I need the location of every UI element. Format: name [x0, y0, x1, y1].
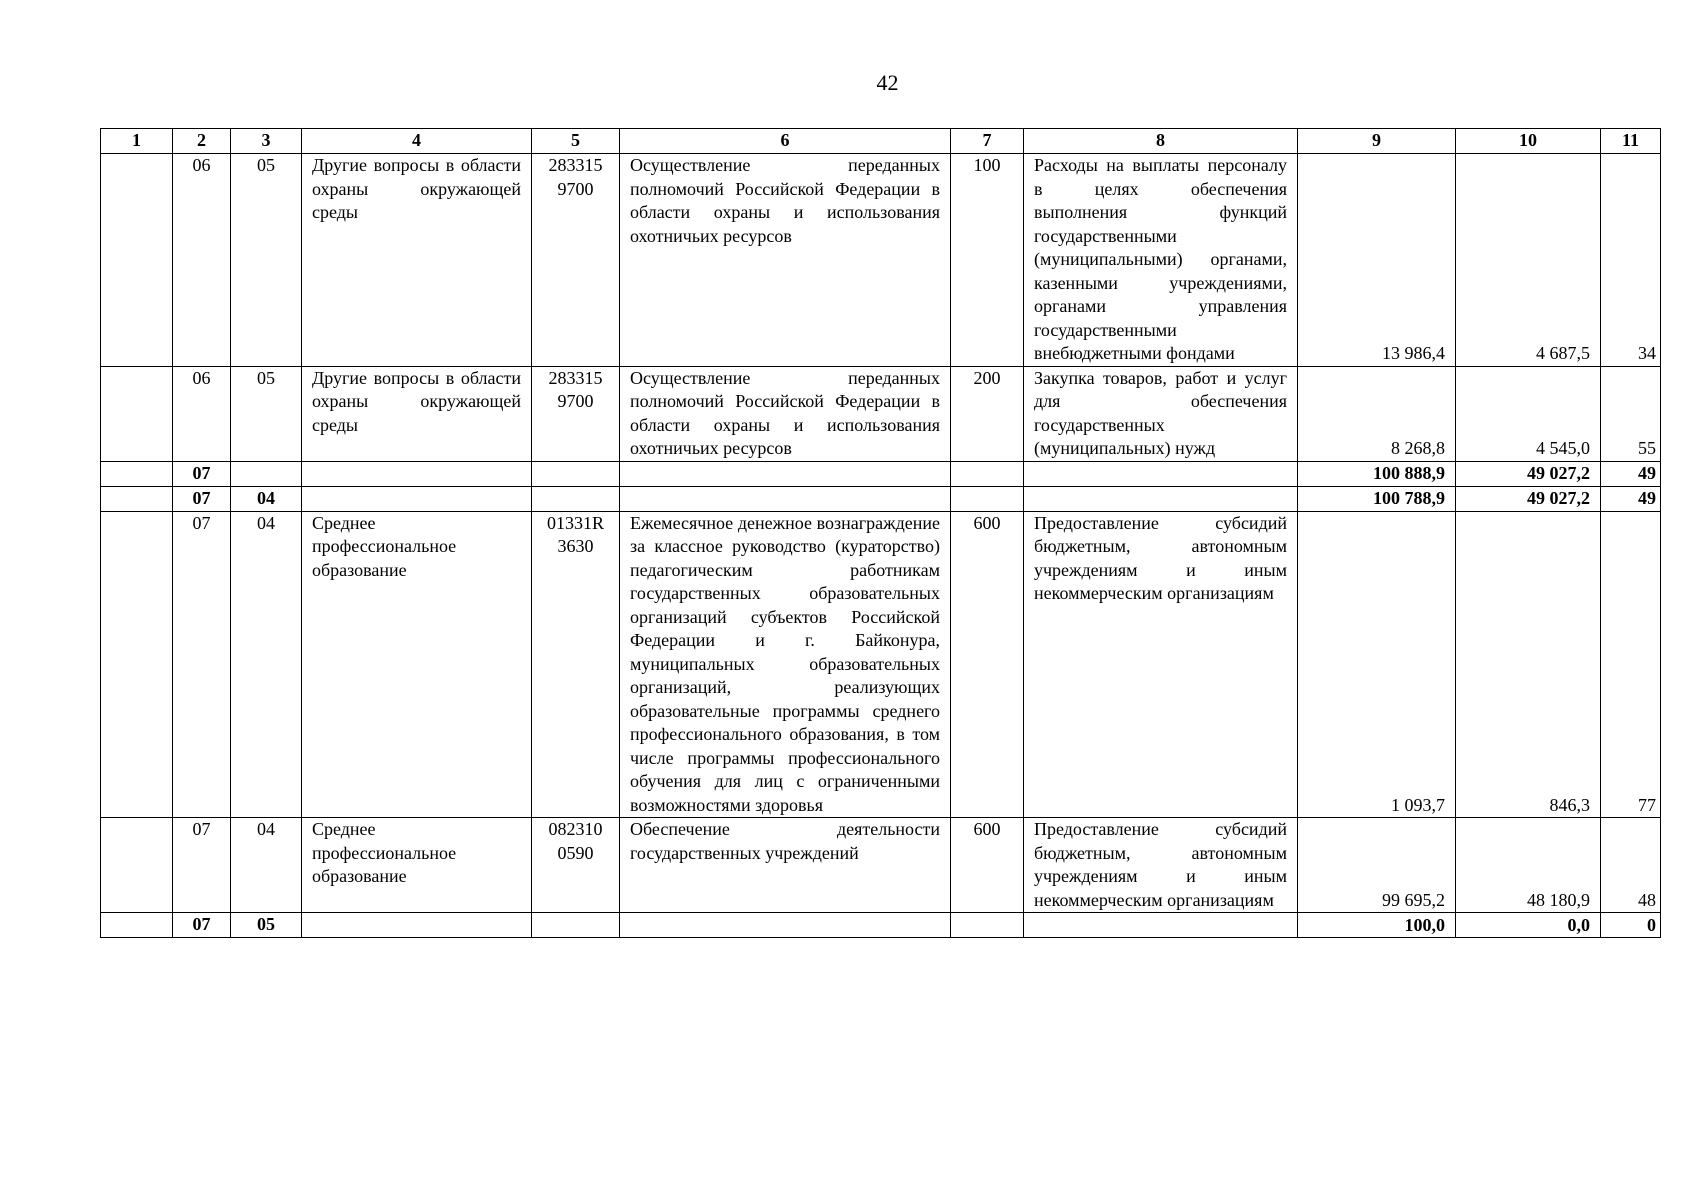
cell-percent: 77: [1601, 511, 1661, 818]
cell-col-1: [101, 486, 173, 511]
table-row: [101, 366, 1661, 461]
cell-plan: 8 268,8: [1298, 366, 1456, 461]
cell-target-name: [620, 913, 951, 938]
cell-subsection: 04: [231, 511, 302, 818]
header-col-6: 6: [620, 129, 951, 154]
cell-percent: 49: [1601, 461, 1661, 486]
cell-actual: 0,0: [1456, 913, 1601, 938]
cell-plan: 100 788,9: [1298, 486, 1456, 511]
cell-expense-code: 200: [951, 366, 1024, 461]
cell-subsection: 04: [231, 818, 302, 913]
header-col-5: 5: [532, 129, 620, 154]
table-row: [101, 818, 1661, 913]
header-col-1: 1: [101, 129, 173, 154]
cell-percent: 49: [1601, 486, 1661, 511]
cell-percent: 0: [1601, 913, 1661, 938]
cell-target-name: Ежемесячное денежное вознаграждение за классное руководство (кураторство) педагогическим работникам государственных образовательных организаций субъектов Российской Федерации и г. Байконура, муниципальных образовательных организаций, реализующих образовательные программы среднего профессионального образования, в том числе программы профессионального обучения для лиц с ограниченными возможностями здоровья: [620, 511, 951, 818]
cell-target-name: Обеспечение деятельности государственных учреждений: [620, 818, 951, 913]
cell-plan: 13 986,4: [1298, 154, 1456, 367]
cell-subsection-name: [302, 486, 532, 511]
cell-section: 07: [173, 486, 231, 511]
cell-target-name: Осуществление переданных полномочий Российской Федерации в области охраны и использования охотничьих ресурсов: [620, 366, 951, 461]
cell-col-1: [101, 366, 173, 461]
cell-expense-code: 600: [951, 511, 1024, 818]
cell-expense-code: [951, 461, 1024, 486]
cell-col-1: [101, 818, 173, 913]
cell-subsection: 05: [231, 366, 302, 461]
header-col-8: 8: [1024, 129, 1298, 154]
cell-subsection-name: Другие вопросы в области охраны окружающей среды: [302, 154, 532, 367]
header-col-4: 4: [302, 129, 532, 154]
cell-expense-code: [951, 486, 1024, 511]
cell-percent: 48: [1601, 818, 1661, 913]
cell-subsection-name: [302, 913, 532, 938]
cell-target-name: [620, 486, 951, 511]
cell-plan: 99 695,2: [1298, 818, 1456, 913]
cell-section: 07: [173, 461, 231, 486]
budget-table: [100, 128, 1661, 938]
cell-target-code: 283315 9700: [532, 366, 620, 461]
table-row: [101, 154, 1661, 367]
cell-col-1: [101, 461, 173, 486]
cell-col-1: [101, 913, 173, 938]
cell-section: 07: [173, 913, 231, 938]
cell-expense-code: 100: [951, 154, 1024, 367]
cell-actual: 48 180,9: [1456, 818, 1601, 913]
cell-target-name: [620, 461, 951, 486]
cell-expense-name: [1024, 913, 1298, 938]
cell-section: 07: [173, 818, 231, 913]
cell-target-code: [532, 913, 620, 938]
page-number: 42: [876, 70, 899, 95]
total-row: [101, 913, 1661, 938]
total-row: [101, 486, 1661, 511]
table-row: [101, 511, 1661, 818]
cell-actual: 49 027,2: [1456, 486, 1601, 511]
cell-actual: 846,3: [1456, 511, 1601, 818]
cell-section: 07: [173, 511, 231, 818]
cell-subsection: 05: [231, 154, 302, 367]
cell-actual: 4 545,0: [1456, 366, 1601, 461]
cell-subsection: 04: [231, 486, 302, 511]
header-col-7: 7: [951, 129, 1024, 154]
cell-expense-name: Предоставление субсидий бюджетным, автономным учреждениям и иным некоммерческим организациям: [1024, 511, 1298, 818]
cell-expense-name: Предоставление субсидий бюджетным, автономным учреждениям и иным некоммерческим организациям: [1024, 818, 1298, 913]
cell-target-code: 082310 0590: [532, 818, 620, 913]
header-row: [101, 129, 1661, 154]
header-col-10: 10: [1456, 129, 1601, 154]
cell-target-code: [532, 486, 620, 511]
cell-subsection-name: [302, 461, 532, 486]
cell-section: 06: [173, 366, 231, 461]
cell-percent: 34: [1601, 154, 1661, 367]
cell-target-code: [532, 461, 620, 486]
total-row: [101, 461, 1661, 486]
cell-subsection: 05: [231, 913, 302, 938]
header-col-11: 11: [1601, 129, 1661, 154]
cell-target-code: 283315 9700: [532, 154, 620, 367]
cell-expense-name: [1024, 486, 1298, 511]
cell-actual: 4 687,5: [1456, 154, 1601, 367]
cell-expense-name: [1024, 461, 1298, 486]
cell-target-code: 01331R 3630: [532, 511, 620, 818]
cell-section: 06: [173, 154, 231, 367]
cell-plan: 100 888,9: [1298, 461, 1456, 486]
cell-col-1: [101, 511, 173, 818]
cell-expense-code: 600: [951, 818, 1024, 913]
cell-subsection-name: Другие вопросы в области охраны окружающей среды: [302, 366, 532, 461]
cell-plan: 100,0: [1298, 913, 1456, 938]
cell-subsection-name: Среднее профессиональное образование: [302, 511, 532, 818]
header-col-2: 2: [173, 129, 231, 154]
cell-target-name: Осуществление переданных полномочий Российской Федерации в области охраны и использования охотничьих ресурсов: [620, 154, 951, 367]
cell-expense-name: Закупка товаров, работ и услуг для обеспечения государственных (муниципальных) нужд: [1024, 366, 1298, 461]
cell-col-1: [101, 154, 173, 367]
cell-subsection-name: Среднее профессиональное образование: [302, 818, 532, 913]
cell-subsection: [231, 461, 302, 486]
cell-percent: 55: [1601, 366, 1661, 461]
cell-expense-code: [951, 913, 1024, 938]
header-col-9: 9: [1298, 129, 1456, 154]
cell-actual: 49 027,2: [1456, 461, 1601, 486]
cell-expense-name: Расходы на выплаты персоналу в целях обеспечения выполнения функций государственными (муниципальными) органами, казенными учреждениями, органами управления государственными внебюджетными фондами: [1024, 154, 1298, 367]
cell-plan: 1 093,7: [1298, 511, 1456, 818]
header-col-3: 3: [231, 129, 302, 154]
